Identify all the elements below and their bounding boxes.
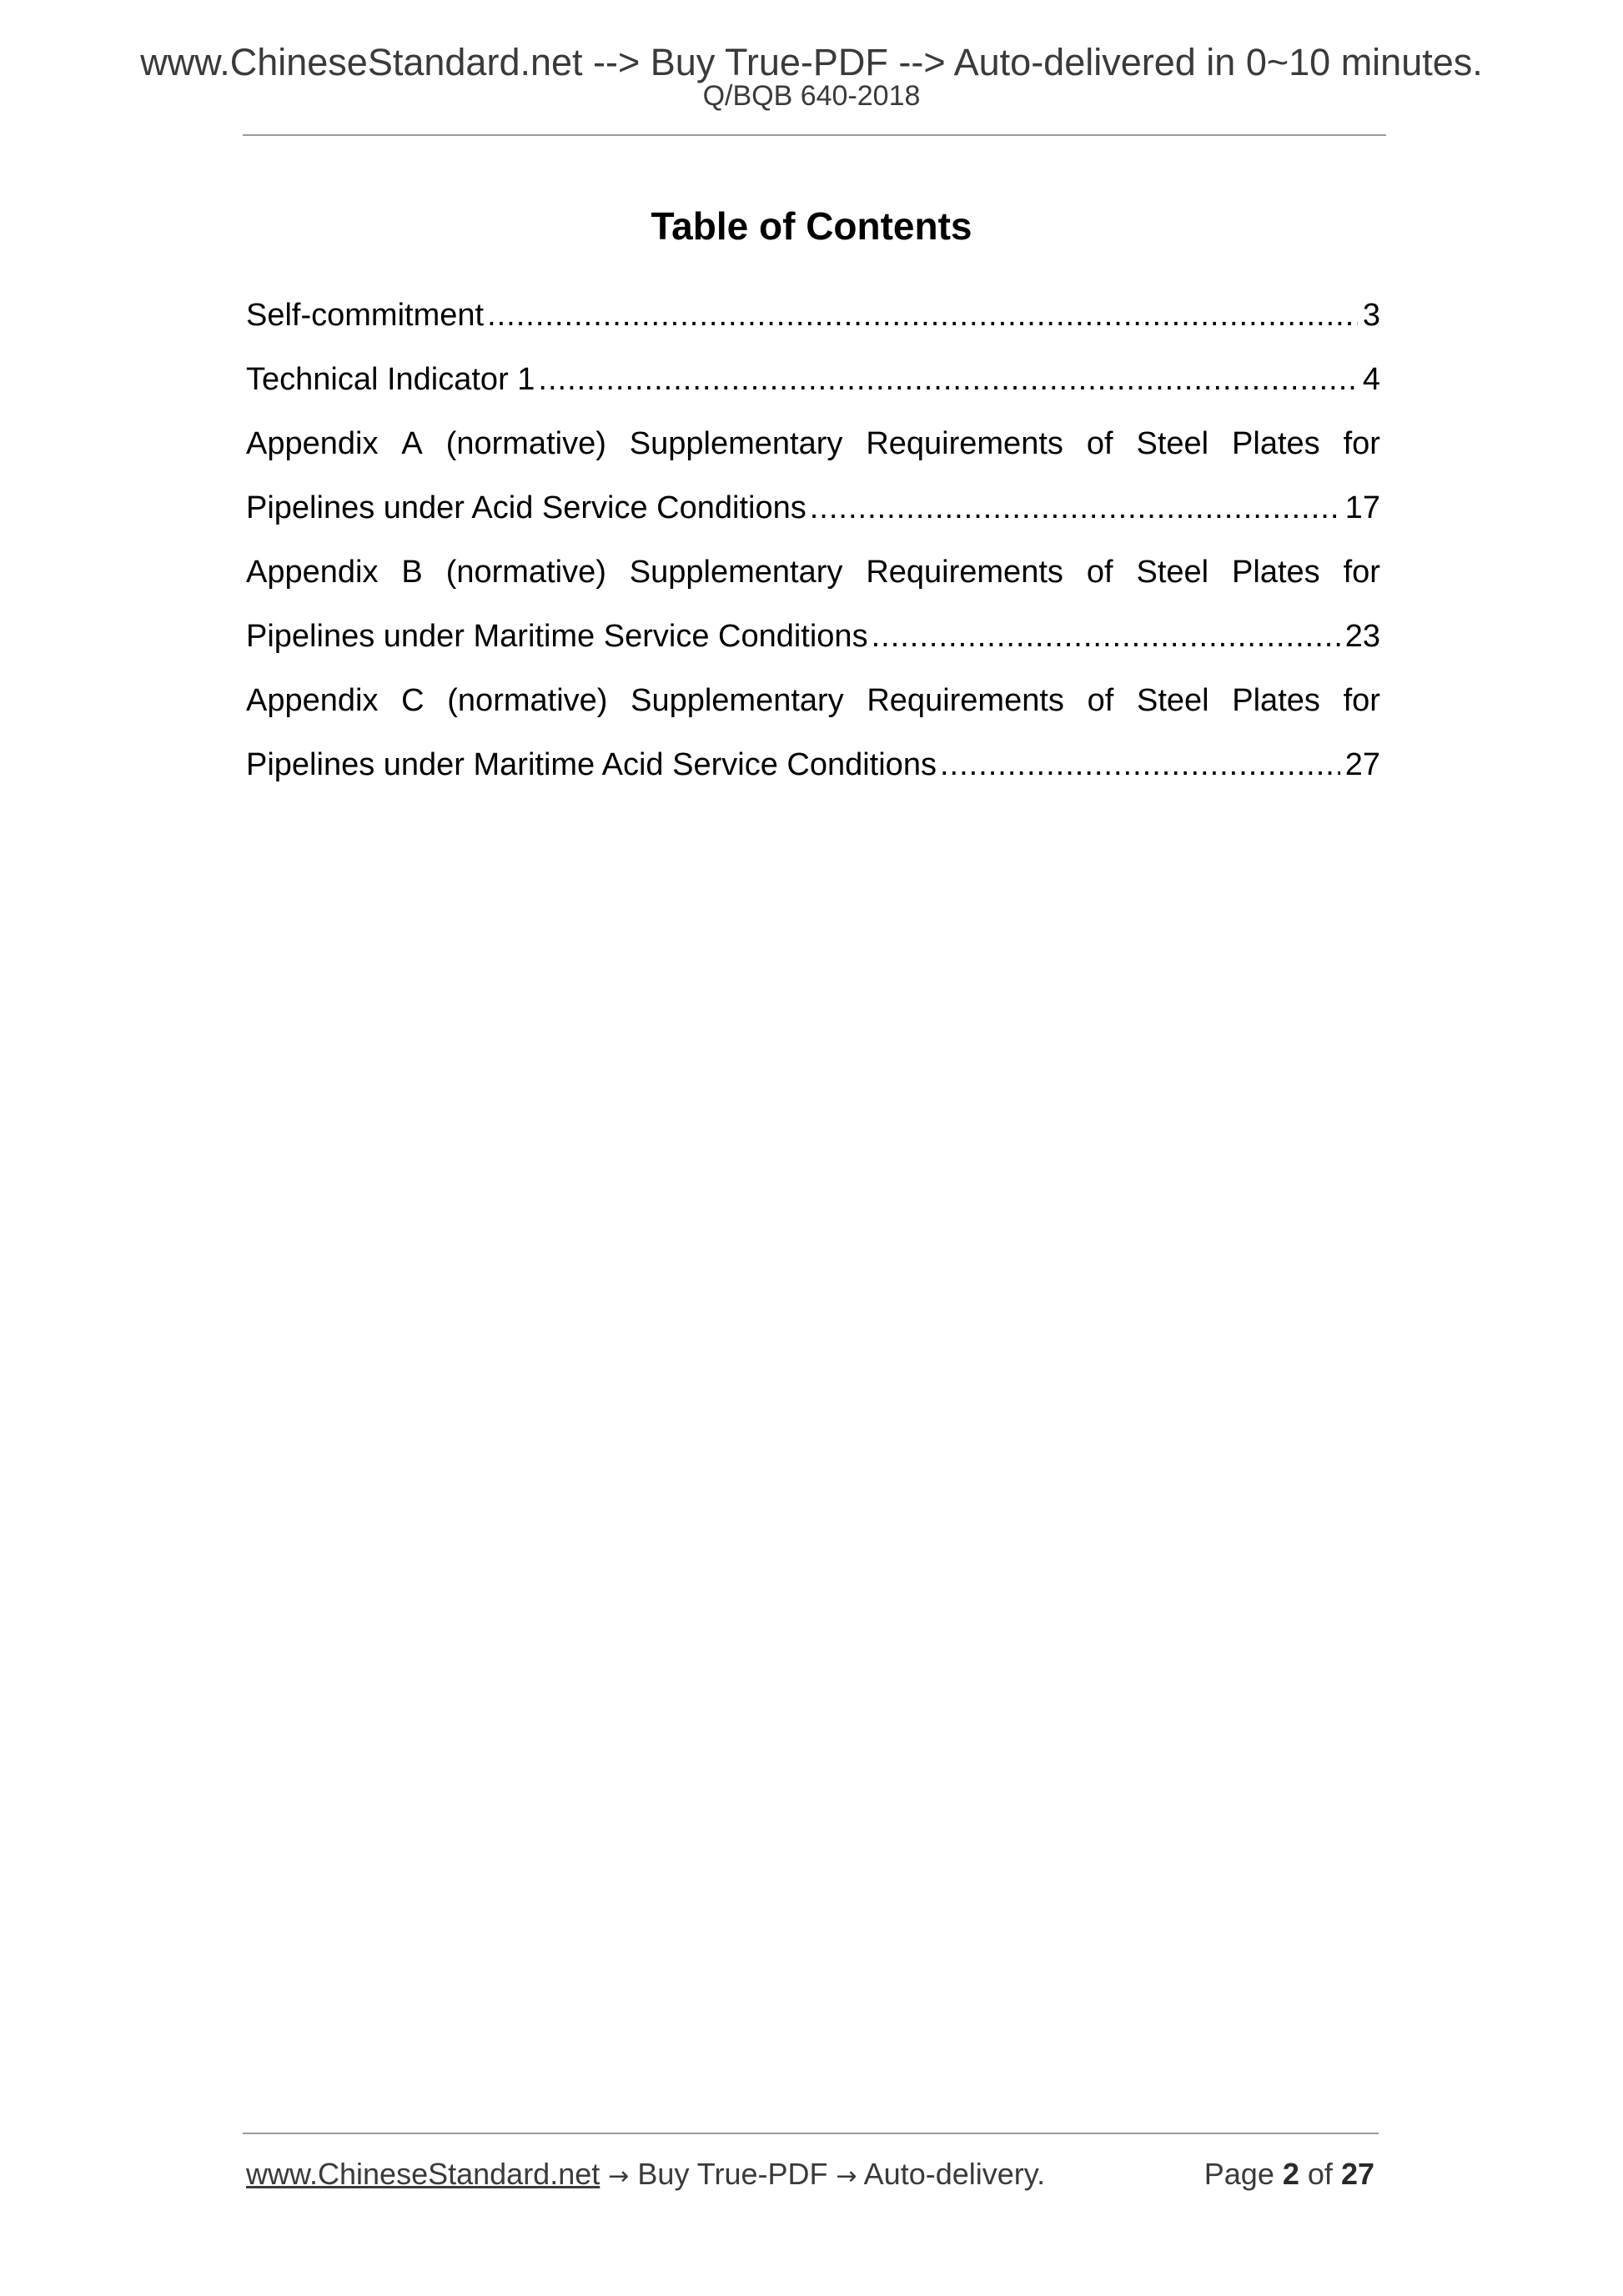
toc-entry-self-commitment[interactable] — [246, 284, 1380, 348]
arrow-right-icon: → — [608, 2162, 630, 2191]
arrow-right-icon: → — [836, 2162, 857, 2191]
toc-word: Requirements — [866, 426, 1063, 461]
toc-entry-appendix-b[interactable] — [246, 540, 1380, 669]
toc-leader-dots — [872, 605, 1340, 669]
toc-leader-dots — [487, 284, 1358, 348]
toc-entry-title-line-2 — [246, 605, 1380, 669]
table-of-contents — [246, 284, 1380, 797]
toc-entry-title: Technical Indicator 1 — [246, 362, 535, 397]
toc-word: Requirements — [866, 555, 1063, 590]
toc-page-number: 17 — [1344, 490, 1380, 525]
toc-entry-title-line-2 — [246, 476, 1380, 540]
toc-word: B — [401, 555, 423, 590]
toc-word: Plates — [1232, 426, 1320, 461]
toc-entry-title: Pipelines under Maritime Service Conditions — [246, 619, 868, 654]
toc-title: Table of Contents — [651, 204, 972, 248]
top-banner: www.ChineseStandard.net --> Buy True-PDF --> Auto-delivered in 0~10 minutes. — [140, 41, 1483, 83]
toc-entry-title-line-1 — [246, 412, 1380, 476]
current-page-number: 2 — [1282, 2157, 1299, 2191]
toc-word: Plates — [1232, 555, 1320, 590]
header-divider — [243, 134, 1386, 136]
toc-entry-title: Pipelines under Maritime Acid Service Conditions — [246, 747, 937, 782]
toc-leader-dots — [538, 348, 1357, 412]
toc-page-number: 27 — [1344, 747, 1380, 782]
toc-word: Steel — [1136, 426, 1209, 461]
toc-entry-title-line-1 — [246, 669, 1380, 733]
toc-word: Supplementary — [629, 555, 843, 590]
toc-word: Appendix — [246, 683, 379, 718]
toc-word: (normative) — [445, 555, 606, 590]
toc-entry-title-line-2 — [246, 733, 1380, 797]
toc-word: for — [1343, 555, 1380, 590]
toc-page-number: 23 — [1344, 619, 1380, 654]
of-label: of — [1307, 2157, 1333, 2191]
footer-buy-text: Buy True-PDF — [637, 2157, 828, 2191]
toc-word: for — [1343, 426, 1380, 461]
toc-word: Appendix — [246, 555, 379, 590]
page-indicator — [1204, 2156, 1374, 2192]
document-code: Q/BQB 640-2018 — [702, 80, 921, 112]
footer-promo — [246, 2156, 1045, 2192]
toc-word: A — [401, 426, 423, 461]
footer-divider — [243, 2133, 1379, 2134]
toc-word: Supplementary — [629, 426, 843, 461]
toc-word: (normative) — [445, 426, 606, 461]
toc-word: of — [1086, 555, 1113, 590]
toc-word: (normative) — [447, 683, 608, 718]
toc-page-number: 3 — [1362, 298, 1380, 333]
toc-word: Requirements — [867, 683, 1064, 718]
toc-entry-title: Self-commitment — [246, 298, 485, 333]
toc-entry-title-line-1 — [246, 540, 1380, 605]
footer-website-link[interactable]: www.ChineseStandard.net — [246, 2157, 600, 2191]
toc-word: Plates — [1232, 683, 1320, 718]
toc-entry-title: Pipelines under Acid Service Conditions — [246, 490, 806, 525]
toc-word: Steel — [1136, 683, 1209, 718]
toc-entry-appendix-a[interactable] — [246, 412, 1380, 540]
toc-leader-dots — [810, 476, 1340, 540]
total-pages-number: 27 — [1340, 2157, 1374, 2191]
toc-entry-technical-indicator[interactable] — [246, 348, 1380, 412]
toc-page-number: 4 — [1362, 362, 1380, 397]
toc-word: of — [1086, 426, 1113, 461]
toc-word: for — [1343, 683, 1380, 718]
toc-word: of — [1087, 683, 1114, 718]
toc-leader-dots — [940, 733, 1340, 797]
toc-entry-appendix-c[interactable] — [246, 669, 1380, 797]
page-label: Page — [1203, 2157, 1274, 2191]
toc-word: C — [401, 683, 425, 718]
footer-delivery-text: Auto-delivery. — [863, 2157, 1046, 2191]
toc-word: Supplementary — [631, 683, 844, 718]
toc-word: Steel — [1136, 555, 1209, 590]
toc-word: Appendix — [246, 426, 379, 461]
